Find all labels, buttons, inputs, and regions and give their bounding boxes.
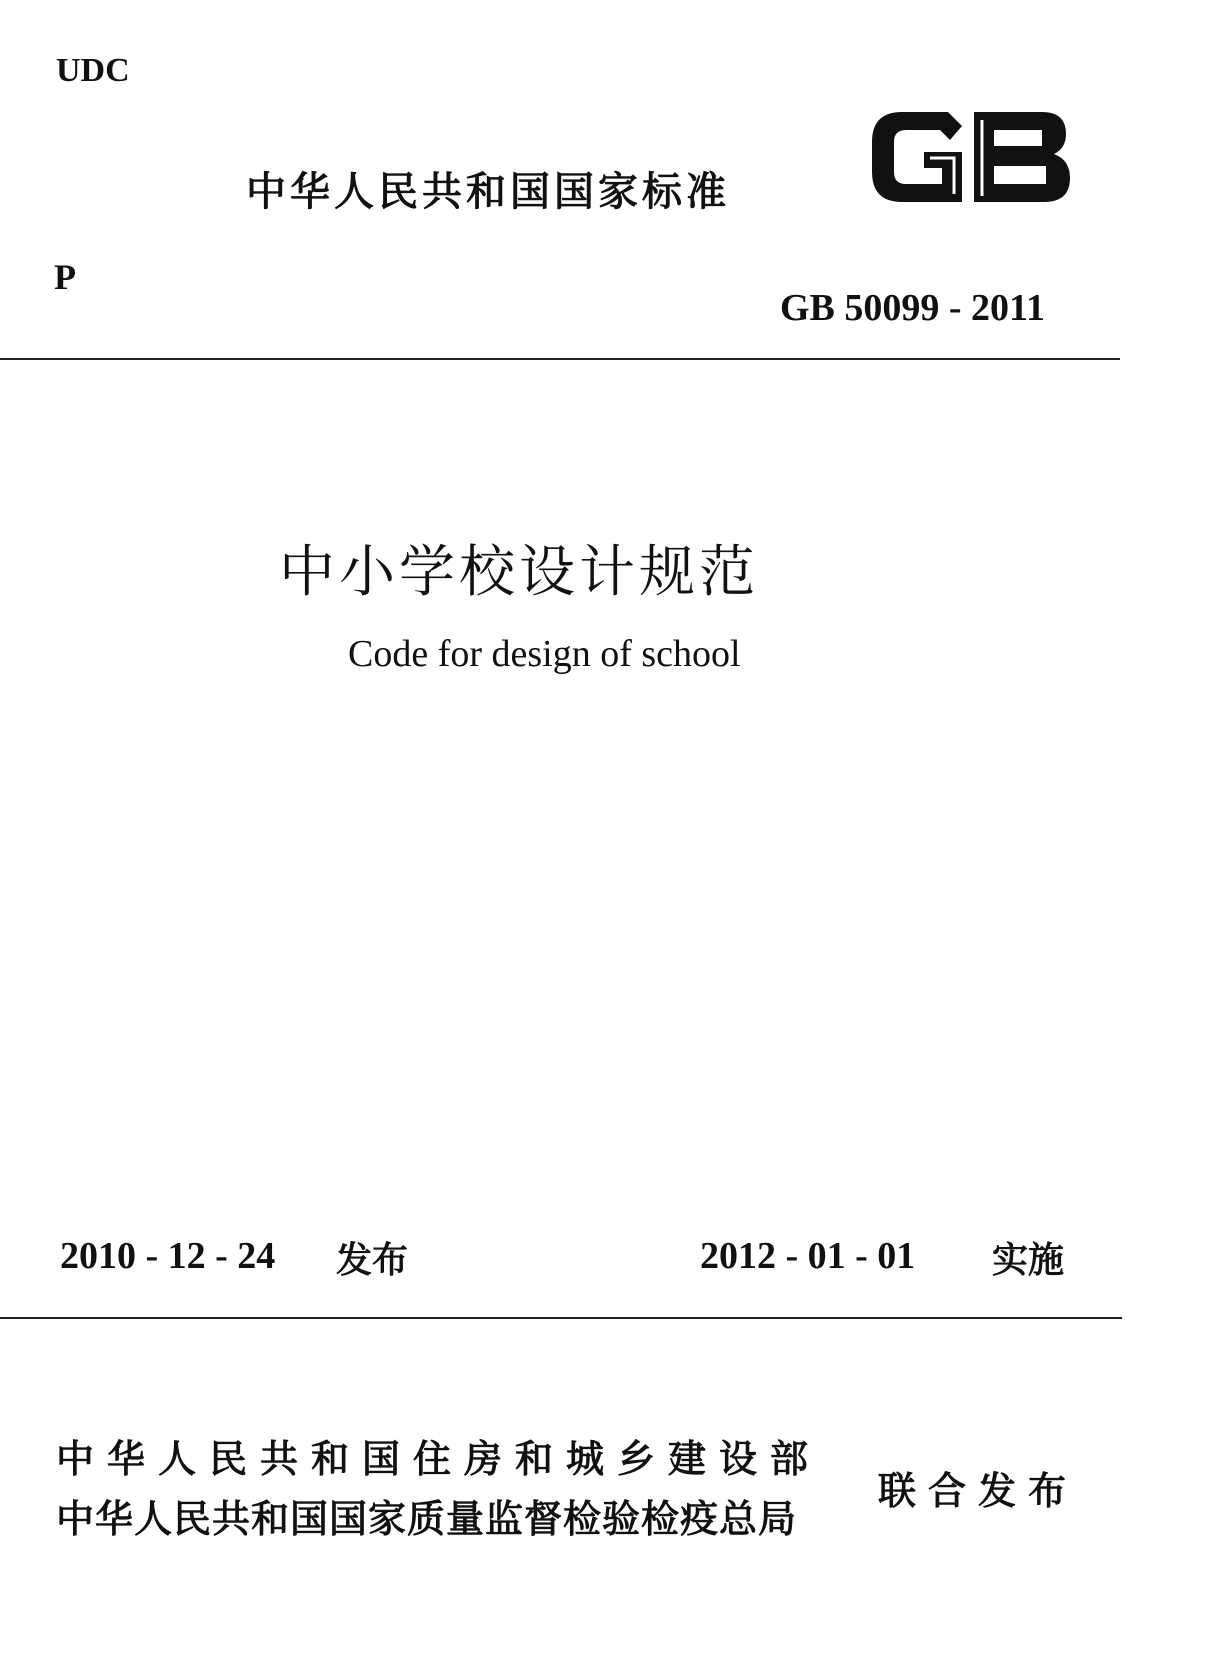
- gb-logo: [862, 104, 1077, 210]
- udc-label: UDC: [56, 52, 130, 89]
- classification-code: P: [54, 257, 76, 297]
- top-divider: [0, 358, 1120, 360]
- title-chinese: 中小学校设计规范: [279, 540, 759, 605]
- issuer-aqsiq: 中华人民共和国国家质量监督检验检疫总局: [56, 1497, 798, 1541]
- issuer-ministry-housing: 中华人民共和国住房和城乡建设部: [56, 1437, 822, 1481]
- issue-date: 2010 - 12 - 24: [60, 1235, 276, 1277]
- bottom-divider: [0, 1317, 1122, 1319]
- implementation-date: 2012 - 01 - 01: [700, 1235, 916, 1277]
- joint-issue-label: 联合发布: [878, 1469, 1079, 1513]
- standard-number: GB 50099 - 2011: [780, 287, 1045, 329]
- implementation-label: 实施: [992, 1240, 1065, 1281]
- national-standard-heading: 中华人民共和国国家标准: [246, 169, 730, 215]
- issue-label: 发布: [336, 1240, 409, 1281]
- title-english: Code for design of school: [348, 633, 741, 675]
